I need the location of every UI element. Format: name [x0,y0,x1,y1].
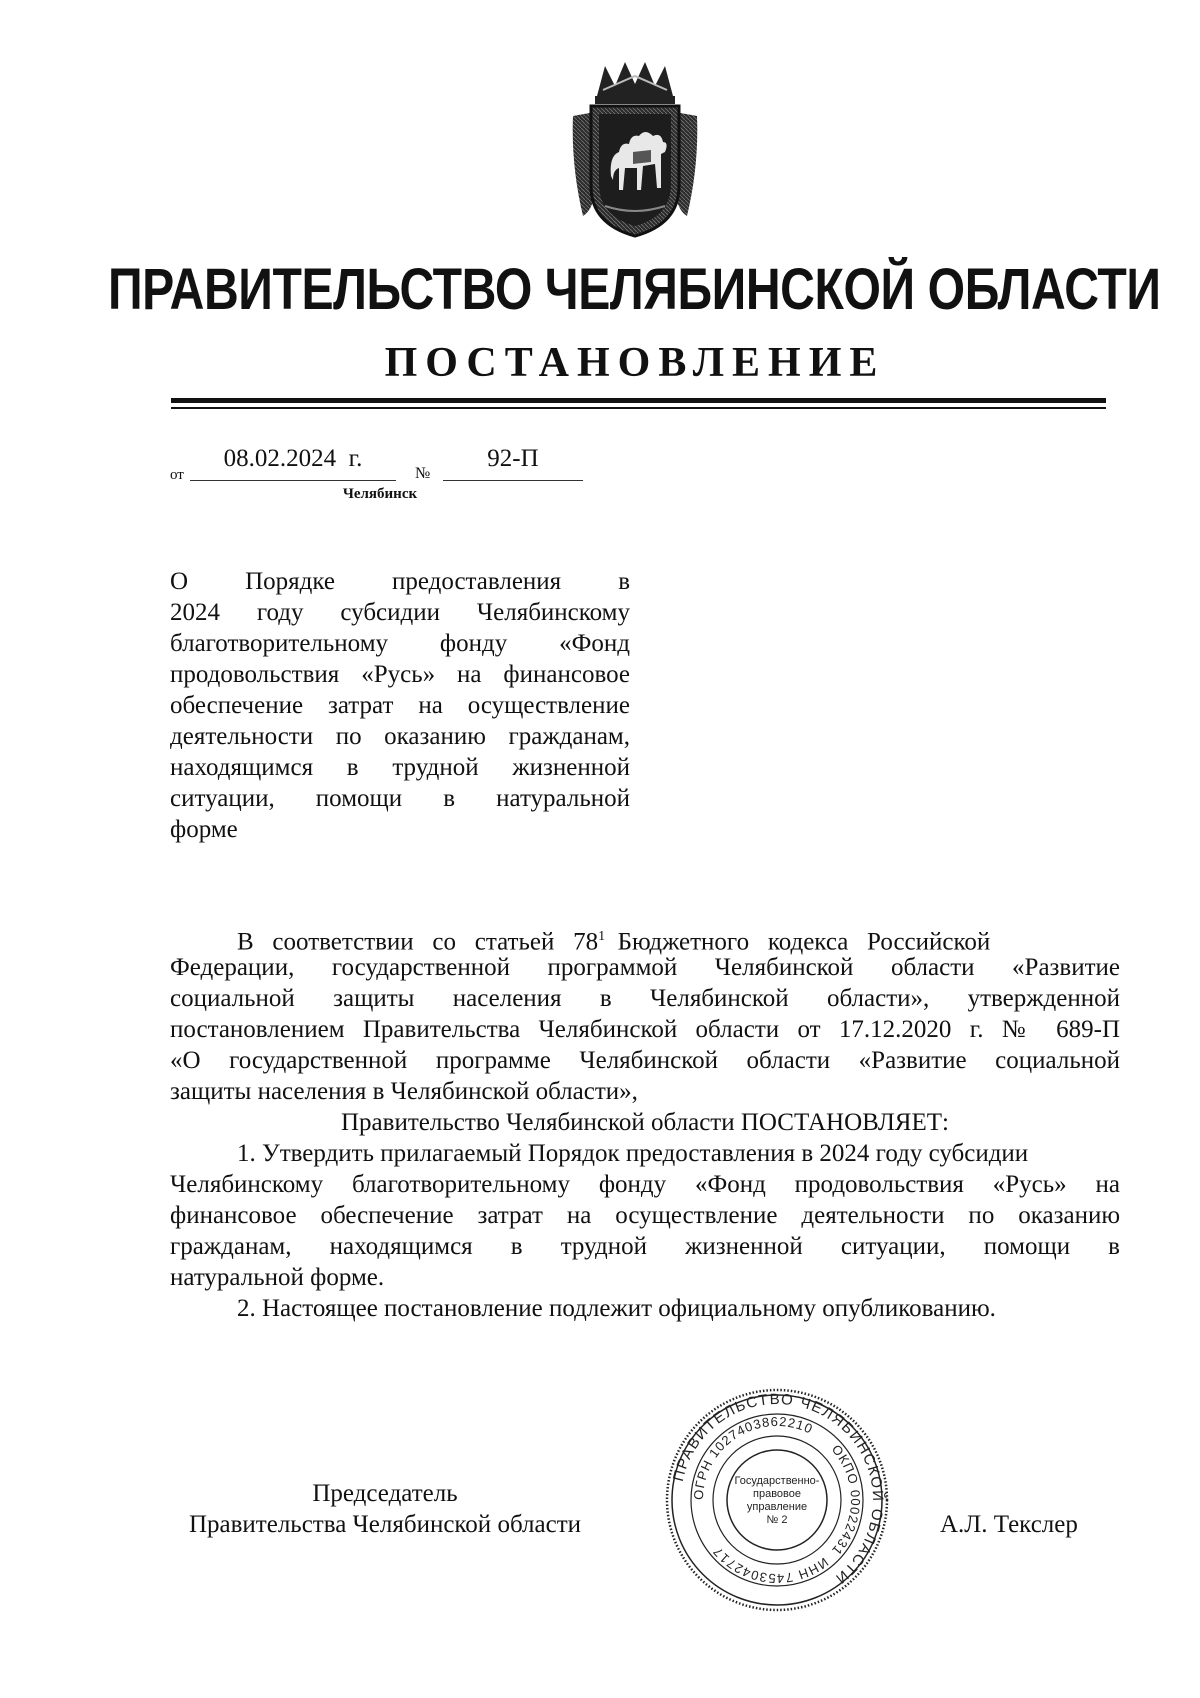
document-date: 08.02.2024 г. [223,445,363,472]
document-type-heading: ПОСТАНОВЛЕНИЕ [384,340,886,386]
signer-name: А.Л. Текслер [940,1511,1078,1538]
paragraph-preamble-line: постановлением Правительства Челябинской области от 17.12.2020 г. № 689-П [170,1016,1120,1043]
item-1-line: натуральной форме. [170,1264,385,1291]
subject-line: обеспечение затрат на осуществление [170,692,630,719]
item-1-line: 1. Утвердить прилагаемый Порядок предоставления в 2024 году субсидии [237,1140,1029,1167]
date-underline [190,480,396,481]
preamble-text: В соответствии со статьей 78 [237,928,599,956]
date-prefix: от [170,467,184,483]
header-rule-thin [171,407,1106,409]
stamp-center-text: № 2 [766,1514,788,1526]
stamp-center-text: управление [746,1501,808,1513]
stamp-ring-text: ОГРН 1027403862210 [690,1413,816,1501]
item-1-line: финансовое обеспечение затрат на осуществление деятельности по оказанию [170,1202,1120,1229]
item-1-line: гражданам, находящимся в трудной жизненной ситуации, помощи в [170,1233,1120,1260]
stamp-ring-text: ОКПО 00022431 [828,1441,864,1559]
subject-block [170,566,630,845]
paragraph-preamble-line: «О государственной программе Челябинской области «Развитие социальной [170,1047,1120,1074]
subject-line: деятельности по оказанию гражданам, [170,723,630,750]
subject-line: ситуации, помощи в натуральной [170,785,630,812]
stamp-center-text: Государственно- [734,1475,820,1487]
number-underline [443,480,583,481]
coat-of-arms-emblem [569,56,701,242]
item-1-line: Челябинскому благотворительному фонду «Фонд продовольствия «Русь» на [170,1171,1120,1198]
paragraph-preamble-line: Федерации, государственной программой Челябинской области «Развитие [170,954,1120,981]
stamp-outer-text: ПРАВИТЕЛЬСТВО ЧЕЛЯБИНСКОЙ ОБЛАСТИ [669,1390,887,1588]
signer-position [150,1478,620,1540]
subject-line: форме [170,816,238,843]
header-rule-thick [171,398,1106,403]
official-seal-stamp [662,1385,892,1615]
paragraph-preamble-line: защиты населения в Челябинской области», [170,1078,638,1105]
organization-title: ПРАВИТЕЛЬСТВО ЧЕЛЯБИНСКОЙ ОБЛАСТИ [107,257,1161,322]
resolution-clause: Правительство Челябинской области ПОСТАНОВЛЯЕТ: [341,1109,949,1136]
body-text [170,921,1120,1324]
document-number: 92-П [487,445,539,472]
preamble-text: Бюджетного кодекса Российской [605,928,991,956]
subject-line: продовольствия «Русь» на финансовое [170,661,630,688]
city-name: Челябинск [342,486,418,502]
subject-line: находящимся в трудной жизненной [170,754,630,781]
article-superscript: 1 [598,929,606,944]
item-2-line: 2. Настоящее постановление подлежит официальному опубликованию. [237,1295,996,1322]
paragraph-preamble-line: социальной защиты населения в Челябинской области», утвержденной [170,985,1120,1012]
stamp-ring-text: ИНН 7453042717 [709,1543,832,1587]
subject-line: О Порядке предоставления в [170,568,630,595]
number-sign: № [415,465,431,482]
signer-position-line: Председатель [312,1480,458,1507]
signer-position-line: Правительства Челябинской области [188,1511,582,1538]
paragraph-preamble-line [170,921,1120,956]
subject-line: 2024 году субсидии Челябинскому [170,599,630,626]
subject-line: благотворительному фонду «Фонд [170,630,630,657]
stamp-center-text: правовое [753,1488,801,1500]
